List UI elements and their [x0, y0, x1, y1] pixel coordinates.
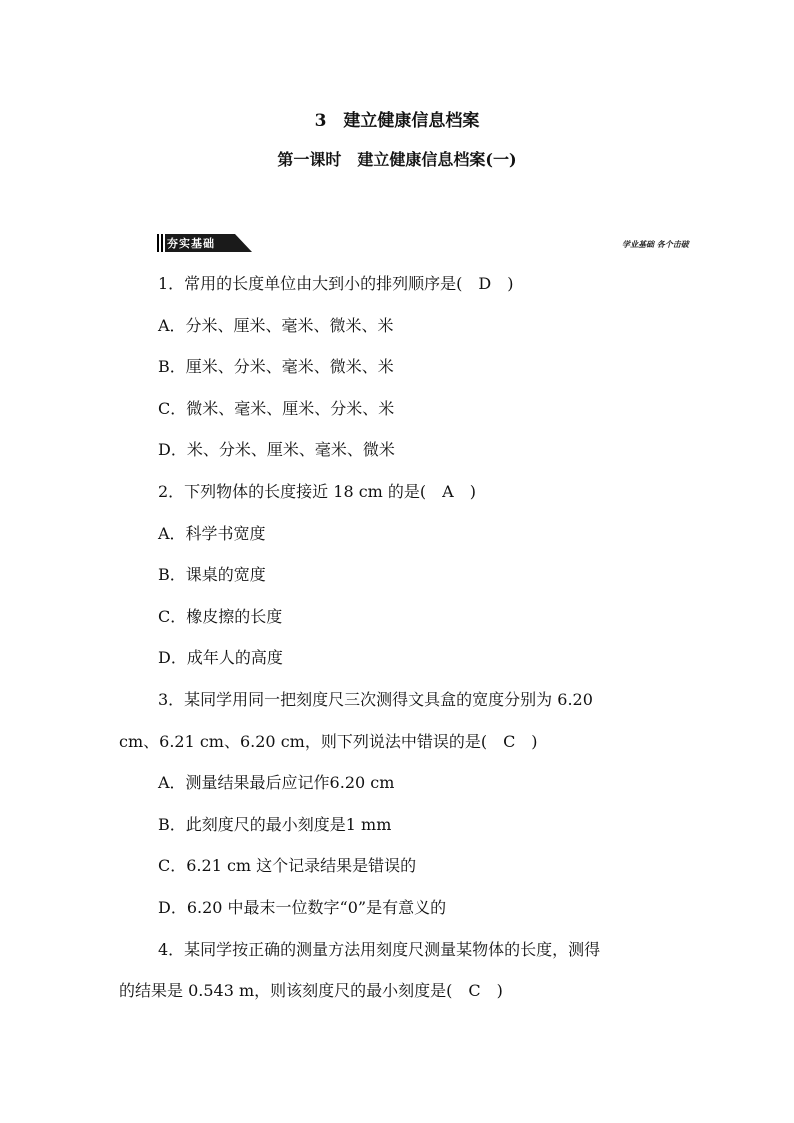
question-3-option-d: D．6.20 中最末一位数字“0”是有意义的: [158, 898, 447, 917]
section-corner-note: 学业基础 各个击破: [622, 239, 689, 249]
question-2-option-d: D．成年人的高度: [158, 648, 283, 667]
question-3-option-b: B．此刻度尺的最小刻度是1 mm: [158, 815, 392, 834]
question-1-option-b: B．厘米、分米、毫米、微米、米: [158, 357, 394, 376]
question-3-option-c: C．6.21 cm 这个记录结果是错误的: [158, 856, 417, 875]
question-2-stem: 2．下列物体的长度接近 18 cm 的是( A ): [158, 482, 476, 501]
question-2-option-b: B．课桌的宽度: [158, 565, 266, 584]
question-2-option-c: C．橡皮擦的长度: [158, 607, 283, 626]
question-4-stem-line-2: 的结果是 0.543 m，则该刻度尺的最小刻度是( C ): [119, 981, 503, 1000]
lesson-subtitle: 第一课时 建立健康信息档案(一): [277, 150, 517, 169]
question-1-option-d: D．米、分米、厘米、毫米、微米: [158, 440, 395, 459]
question-3-option-a: A．测量结果最后应记作6.20 cm: [158, 773, 395, 792]
question-1-option-c: C．微米、毫米、厘米、分米、米: [158, 399, 395, 418]
section-banner-label: 夯实基础: [167, 237, 215, 250]
question-3-stem-line-1: 3．某同学用同一把刻度尺三次测得文具盒的宽度分别为 6.20: [158, 690, 593, 709]
question-1-stem: 1．常用的长度单位由大到小的排列顺序是( D ): [158, 274, 514, 293]
question-3-stem-line-2: cm、6.21 cm、6.20 cm，则下列说法中错误的是( C ): [119, 732, 538, 751]
question-1-option-a: A．分米、厘米、毫米、微米、米: [158, 316, 394, 335]
question-4-stem-line-1: 4．某同学按正确的测量方法用刻度尺测量某物体的长度，测得: [158, 940, 601, 959]
page-title: 3 建立健康信息档案: [314, 111, 480, 131]
question-2-option-a: A．科学书宽度: [158, 524, 266, 543]
